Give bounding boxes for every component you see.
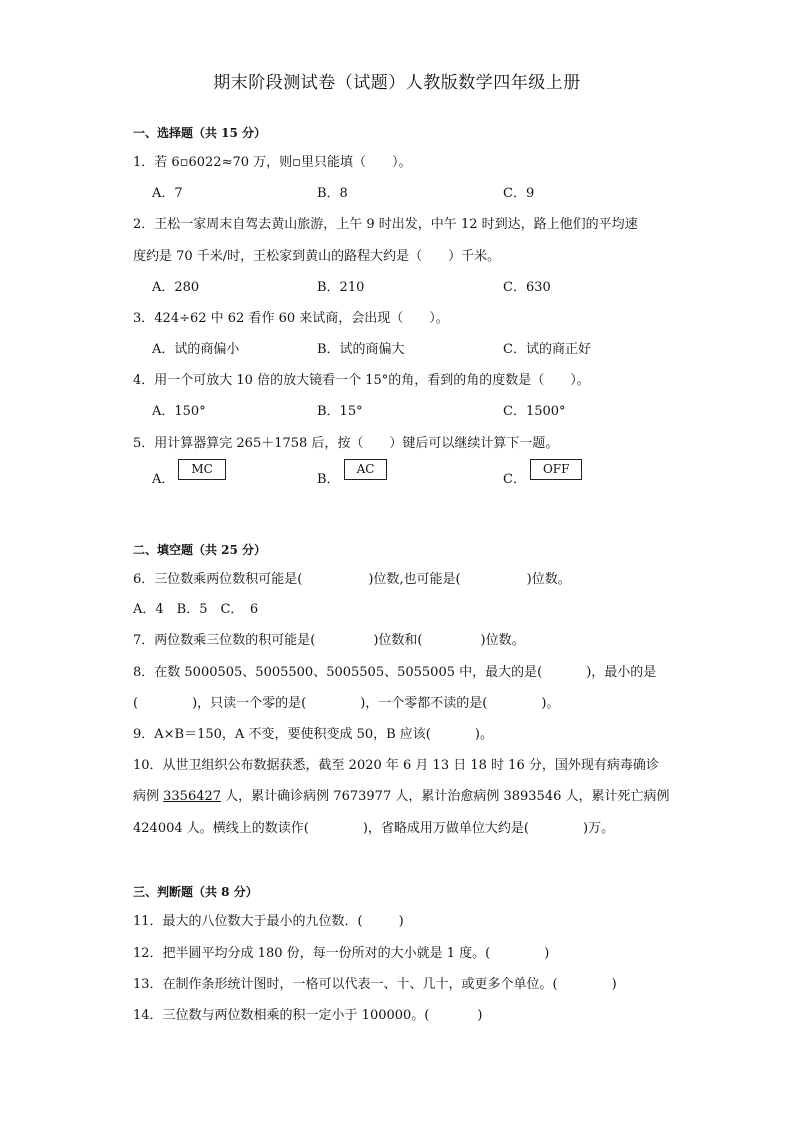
question-9-text-1: 9．A×B＝150，A 不变，要使积变成 50，B 应该(: [133, 727, 431, 742]
question-5-option-a: [152, 462, 226, 490]
question-10-text-e: )万。: [583, 821, 615, 836]
question-14: [133, 1004, 482, 1023]
question-6: [133, 568, 571, 587]
question-6-text-3: )位数。: [526, 572, 571, 587]
question-4-option-b: B．15°: [317, 404, 363, 419]
question-8-text-4: )，只读一个零的是(: [192, 696, 307, 711]
question-3-option-b: B．试的商偏大: [317, 342, 405, 357]
question-9-text-2: )。: [474, 727, 493, 742]
section-heading-judge: 三、判断题（共 8 分）: [133, 885, 258, 899]
question-2-stem-line-1: 2．王松一家周末自驾去黄山旅游，上午 9 时出发，中午 12 时到达，路上他们的平均速: [133, 217, 638, 232]
question-8-text-5: )，一个零都不读的是(: [360, 696, 488, 711]
question-13-close: ): [611, 977, 617, 992]
question-3-option-a: A．试的商偏小: [152, 342, 240, 357]
question-10-text-d: )，省略成用万做单位大约是(: [362, 821, 529, 836]
section-heading-choice: 一、选择题（共 15 分）: [133, 126, 267, 140]
question-11-close: ): [398, 914, 404, 929]
question-5-option-a-label: A．: [152, 472, 175, 487]
question-5-option-c: [503, 462, 582, 490]
question-14-text: 14．三位数与两位数相乘的积一定小于 100000。(: [133, 1008, 430, 1023]
question-5-option-b-label: B．: [317, 472, 340, 487]
question-4-stem: 4．用一个可放大 10 倍的放大镜看一个 15°的角，看到的角的度数是（ ）。: [133, 373, 590, 388]
mc-key: MC: [178, 459, 225, 480]
question-10-line-3: [133, 817, 614, 836]
question-2-stem-line-2: 度约是 70 千米/时，王松家到黄山的路程大约是（ ）千米。: [133, 249, 501, 264]
question-14-close: ): [477, 1008, 483, 1023]
question-13: [133, 973, 617, 992]
ac-key: AC: [344, 459, 388, 480]
question-3-stem: 3．424÷62 中 62 看作 60 来试商，会出现（ ）。: [133, 311, 449, 326]
question-2-option-b: B．210: [317, 280, 365, 295]
question-1-stem: 1．若 6▫6022≈70 万，则▫里只能填（ ）。: [133, 155, 412, 170]
question-1-option-c: C．9: [503, 186, 535, 201]
question-4-option-c: C．1500°: [503, 404, 566, 419]
question-7: [133, 629, 525, 648]
question-7-text-2: )位数和(: [373, 633, 423, 648]
question-6-options: A．4 B．5 C． 6: [133, 602, 259, 617]
question-10-text-a: 病例: [133, 789, 164, 804]
question-10-text-b: 人，累计确诊病例 7673977 人，累计治愈病例 3893546 人，累计死亡病例: [221, 789, 670, 804]
question-8-text-6: )。: [541, 696, 560, 711]
question-6-text-2: )位数,也可能是(: [368, 572, 461, 587]
question-12: [133, 942, 549, 961]
section-heading-fill: 二、填空题（共 25 分）: [133, 543, 267, 557]
question-8-text-3: (: [133, 696, 139, 711]
question-6-text-1: 6．三位数乘两位数积可能是(: [133, 572, 303, 587]
question-7-text-3: )位数。: [480, 633, 525, 648]
page-title: 期末阶段测试卷（试题）人教版数学四年级上册: [213, 73, 581, 93]
question-1-option-a: A．7: [152, 186, 183, 201]
question-7-text-1: 7．两位数乘三位数的积可能是(: [133, 633, 316, 648]
question-12-close: ): [544, 946, 550, 961]
question-10-line-1: 10．从世卫组织公布数据获悉，截至 2020 年 6 月 13 日 18 时 16 分，国外现有病毒确诊: [133, 758, 659, 773]
question-8-line-1: [133, 661, 656, 680]
question-5-stem: 5．用计算器算完 265＋1758 后，按（ ）键后可以继续计算下一题。: [133, 436, 559, 451]
question-12-text: 12．把半圆平均分成 180 份，每一份所对的大小就是 1 度。(: [133, 946, 491, 961]
question-5-option-c-label: C．: [503, 472, 526, 487]
underlined-number: 3356427: [163, 789, 222, 804]
question-11-text: 11．最大的八位数大于最小的九位数．(: [133, 914, 363, 929]
off-key: OFF: [530, 459, 583, 480]
question-5-option-b: [317, 462, 387, 490]
question-8-text-2: )，最小的是: [586, 665, 657, 680]
question-3-option-c: C．试的商正好: [503, 342, 591, 357]
question-11: [133, 910, 404, 929]
question-2-option-a: A．280: [152, 280, 200, 295]
question-2-option-c: C．630: [503, 280, 551, 295]
question-9: [133, 723, 493, 742]
question-8-text-1: 8．在数 5000505、5005500、5005505、5055005 中，最大的是(: [133, 665, 543, 680]
question-10-line-2: [133, 785, 670, 804]
question-4-option-a: A．150°: [152, 404, 206, 419]
question-1-option-b: B．8: [317, 186, 348, 201]
question-8-line-2: [133, 692, 559, 711]
question-10-text-c: 424004 人。横线上的数读作(: [133, 821, 309, 836]
question-13-text: 13．在制作条形统计图时，一格可以代表一、十、几十，或更多个单位。(: [133, 977, 558, 992]
